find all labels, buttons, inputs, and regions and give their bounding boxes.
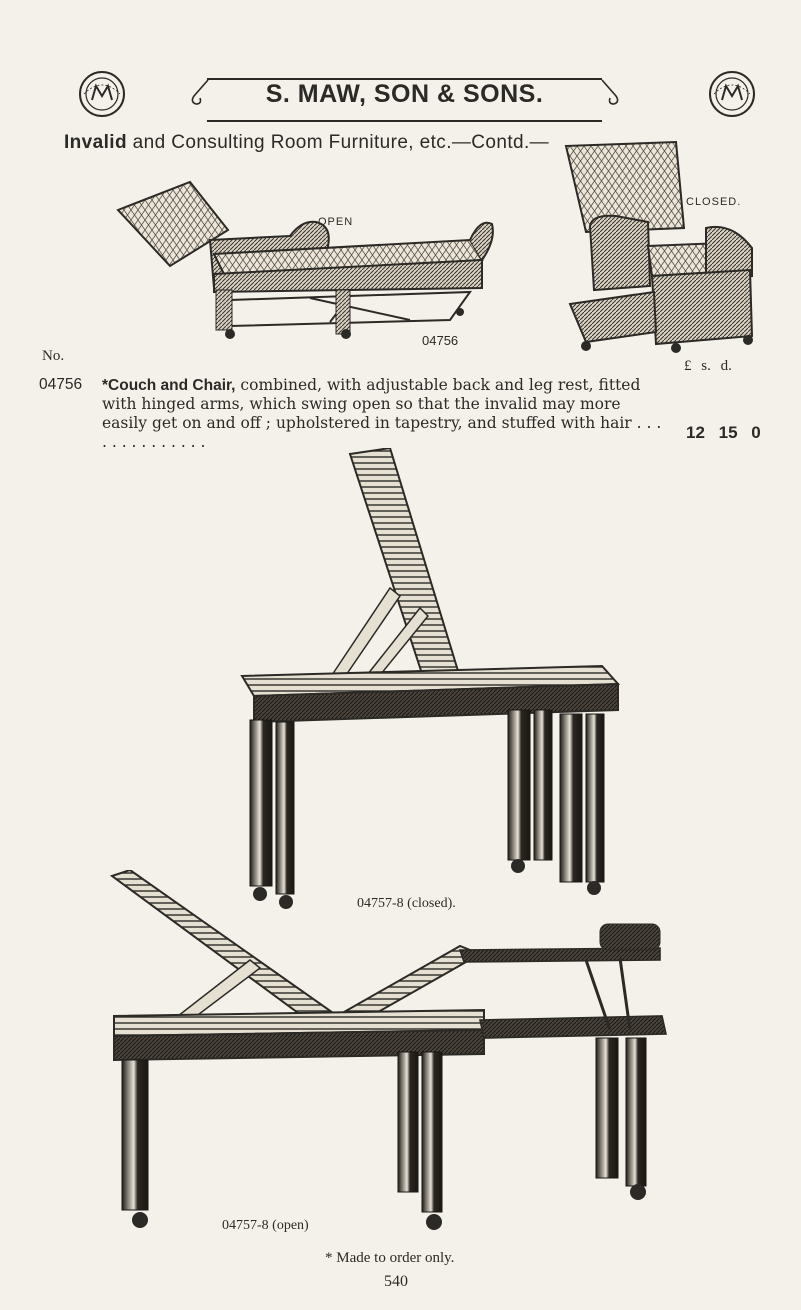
couch-open-illustration [110, 170, 500, 340]
item-description-text: combined, with adjustable back and leg rest, fitted with hinged arms, which swing open so that the invalid may more easily get on and off ; upholstered in tapestry, and stuffed with hair . . . . . . . . . . . . . . [102, 376, 662, 451]
section-title [64, 132, 549, 154]
chair-closed-illustration [556, 136, 764, 358]
item-description [102, 376, 662, 452]
item-number: 04756 [39, 376, 83, 393]
footnote: * Made to order only. [325, 1250, 455, 1266]
section-title-rest: and Consulting Room Furniture, etc.—Contd.— [126, 132, 550, 153]
maw-monogram-seal-icon [708, 70, 756, 118]
chair-closed-label: CLOSED. [686, 196, 742, 208]
item-lead: *Couch and Chair, [102, 377, 236, 394]
couch-open-label: OPEN [318, 216, 354, 228]
tilt-table-closed-label: 04757-8 (closed). [357, 896, 456, 911]
maw-monogram-seal-icon [78, 70, 126, 118]
tilt-table-open-label: 04757-8 (open) [222, 1218, 309, 1233]
section-title-bold: Invalid [64, 132, 127, 153]
page-number: 540 [384, 1273, 408, 1290]
number-column-header: No. [42, 348, 65, 364]
price-column-header: £ s. d. [684, 358, 732, 374]
banner-right-scroll-icon [598, 74, 622, 122]
firm-name: S. MAW, SON & SONS. [265, 80, 544, 108]
item-price: 12 15 0 [686, 423, 761, 442]
tilt-table-open-illustration [100, 870, 670, 1250]
couch-figure-number: 04756 [422, 333, 459, 348]
tilt-table-closed-illustration [210, 448, 630, 918]
